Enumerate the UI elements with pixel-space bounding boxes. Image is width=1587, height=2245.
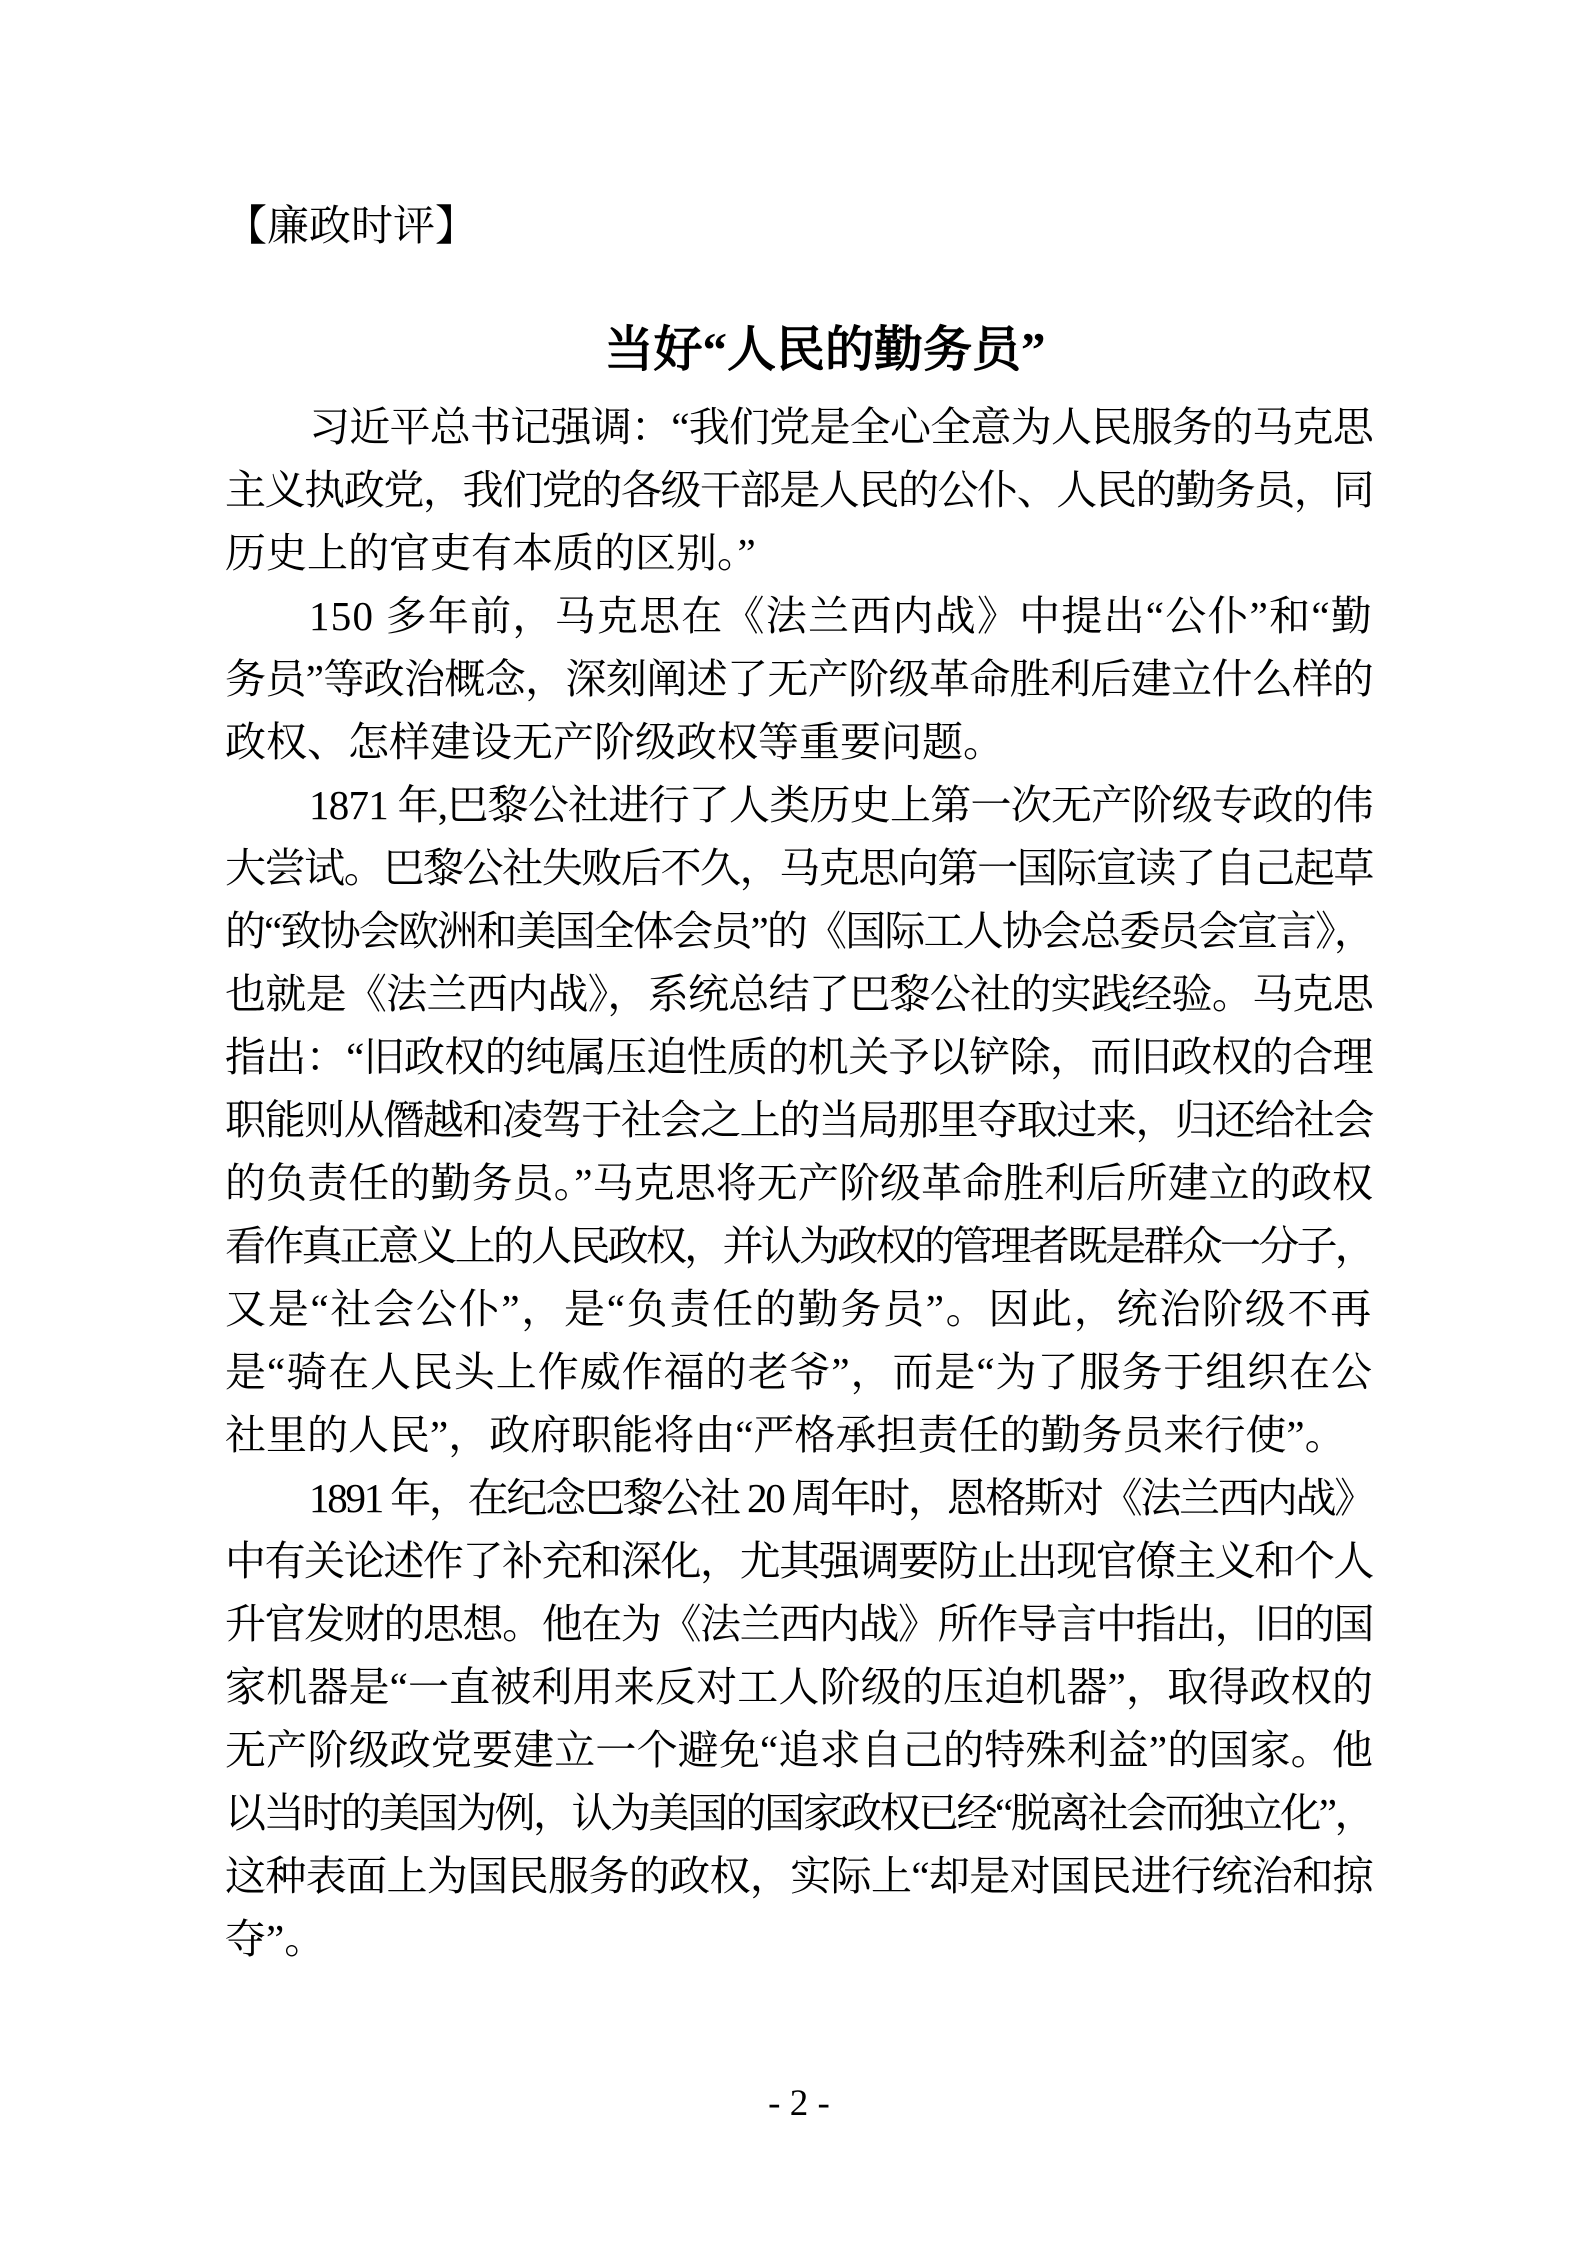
text-line-content: 150 多年前，马克思在《法兰西内战》中提出“公仆”和“勤: [309, 593, 1373, 639]
text-line: [225, 1467, 1373, 1530]
text-line-content: 的“致协会欧洲和美国全体会员”的《国际工人协会总委员会宣言》，: [225, 908, 1373, 954]
text-line: [225, 837, 1373, 900]
text-line: [225, 963, 1373, 1026]
text-line: [225, 1656, 1373, 1719]
text-line: [225, 459, 1373, 522]
text-line: [225, 1278, 1373, 1341]
text-line-content: 指出：“旧政权的纯属压迫性质的机关予以铲除，而旧政权的合理: [225, 1034, 1373, 1080]
text-line: [225, 1152, 1373, 1215]
text-line-content: 这种表面上为国民服务的政权，实际上“却是对国民进行统治和掠: [225, 1853, 1373, 1899]
text-line-content: 无产阶级政党要建立一个避免“追求自己的特殊利益”的国家。他: [225, 1727, 1373, 1773]
text-line-content: 历史上的官吏有本质的区别。”: [225, 530, 756, 576]
article-body: [225, 396, 1373, 1971]
text-line: [225, 711, 1373, 774]
text-line: [225, 1530, 1373, 1593]
text-line-content: 升官发财的思想。他在为《法兰西内战》所作导言中指出，旧的国: [225, 1601, 1373, 1647]
text-line: [225, 1719, 1373, 1782]
article-title: 当好“人民的勤务员”: [604, 322, 1046, 377]
text-line-content: 1871 年,巴黎公社进行了人类历史上第一次无产阶级专政的伟: [309, 782, 1373, 828]
text-line: [225, 396, 1373, 459]
text-line: [225, 1593, 1373, 1656]
text-line: [225, 1341, 1373, 1404]
text-line-content: 务员”等政治概念，深刻阐述了无产阶级革命胜利后建立什么样的: [225, 656, 1373, 702]
text-line: [225, 1908, 1373, 1971]
text-line: [225, 1026, 1373, 1089]
text-line: [225, 1215, 1373, 1278]
text-line: [225, 900, 1373, 963]
text-line: [225, 1089, 1373, 1152]
text-line: [225, 585, 1373, 648]
text-line: [225, 1782, 1373, 1845]
text-line-content: 政权、怎样建设无产阶级政权等重要问题。: [225, 719, 1004, 765]
text-line-content: 大尝试。巴黎公社失败后不久，马克思向第一国际宣读了自己起草: [225, 845, 1373, 891]
text-line: [225, 774, 1373, 837]
text-line: [225, 522, 1373, 585]
text-line-content: 也就是《法兰西内战》，系统总结了巴黎公社的实践经验。马克思: [225, 971, 1373, 1017]
text-line-content: 家机器是“一直被利用来反对工人阶级的压迫机器”，取得政权的: [225, 1664, 1373, 1710]
text-line-content: 中有关论述作了补充和深化，尤其强调要防止出现官僚主义和个人: [225, 1538, 1373, 1584]
text-line-content: 又是“社会公仆”，是“负责任的勤务员”。因此，统治阶级不再: [225, 1286, 1373, 1332]
text-line-content: 1891 年，在纪念巴黎公社 20 周年时，恩格斯对《法兰西内战》: [309, 1475, 1373, 1521]
text-line-content: 看作真正意义上的人民政权，并认为政权的管理者既是群众一分子，: [225, 1223, 1373, 1269]
text-line: [225, 648, 1373, 711]
text-line-content: 以当时的美国为例，认为美国的国家政权已经“脱离社会而独立化”，: [225, 1790, 1373, 1836]
text-line: [225, 1845, 1373, 1908]
text-line-content: 职能则从僭越和凌驾于社会之上的当局那里夺取过来，归还给社会: [225, 1097, 1373, 1143]
text-line-content: 是“骑在人民头上作威作福的老爷”，而是“为了服务于组织在公: [225, 1349, 1373, 1395]
text-line-content: 主义执政党，我们党的各级干部是人民的公仆、人民的勤务员，同: [225, 467, 1373, 513]
text-line: [225, 1404, 1373, 1467]
page-number: - 2 -: [768, 2083, 830, 2124]
text-line-content: 习近平总书记强调：“我们党是全心全意为人民服务的马克思: [309, 404, 1373, 450]
text-line-content: 的负责任的勤务员。”马克思将无产阶级革命胜利后所建立的政权: [225, 1160, 1373, 1206]
section-label: 【廉政时评】: [225, 204, 478, 250]
text-line-content: 夺”。: [225, 1916, 326, 1962]
text-line-content: 社里的人民”，政府职能将由“严格承担责任的勤务员来行使”。: [225, 1412, 1346, 1458]
